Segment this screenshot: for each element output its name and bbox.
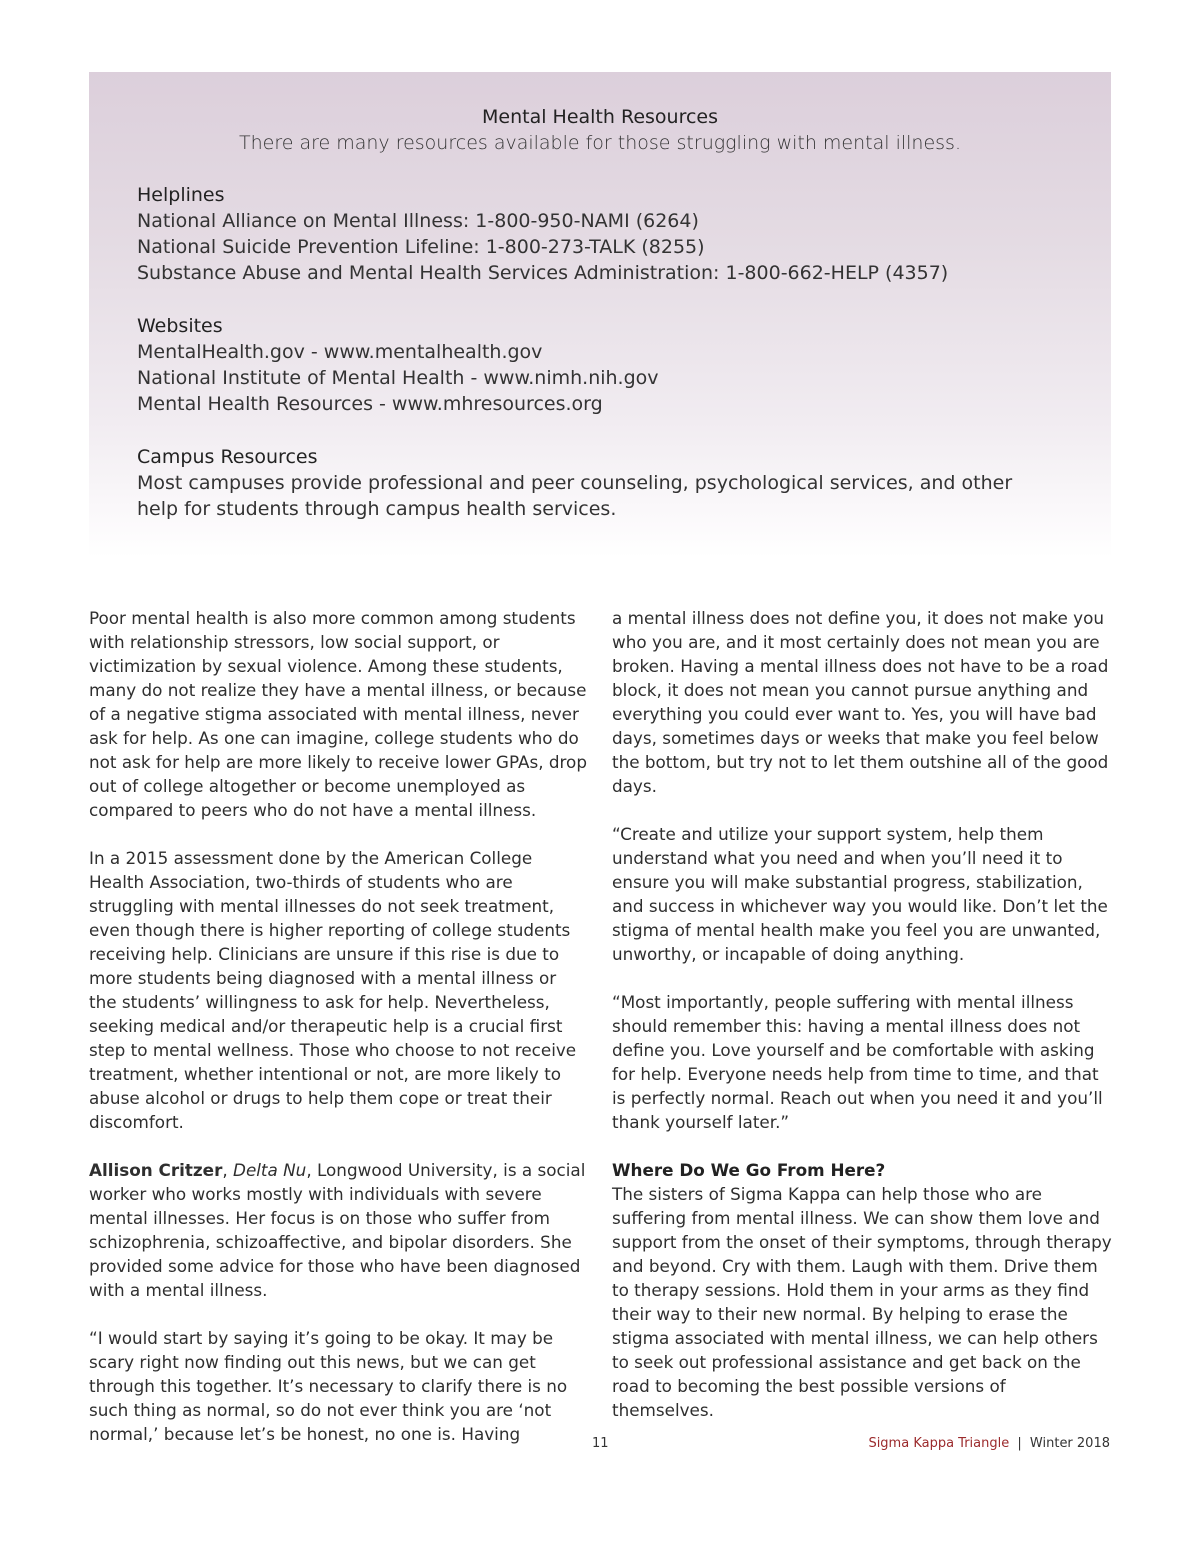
- article-paragraph: “I would start by saying it’s going to be okay. It may be scary right now finding out this news, but we can get through this together. It’s necessary to clarify there is no such thing as normal, so do not ever think you are ‘not normal,’ because let’s be honest, no one is. Having: [89, 1328, 568, 1444]
- helpline-samhsa: Substance Abuse and Mental Health Services Administration: 1-800-662-HELP (4357): [137, 262, 949, 284]
- author-name: In a 2015 assessment done by the American College Health Association, two-thirds of students who are struggling with mental illnesses do not seek treatment, even though there is higher reporting of college students receiving help. Clinicians are unsure if this rise is due to more students being diagnosed with a mental illness or the students’ willingness to ask for help. Nevertheless, seeking medical and/or therapeutic help is a crucial first step to mental wellness. Those who choose to not receive treatment, whether intentional or not, are more likely to abuse alcohol or drugs to help them cope or treat their discomfort.: [89, 848, 577, 1132]
- article-paragraph: “Create and utilize your support system, help them understand what you need and when you’ll need it to ensure you will make substantial progress, stabilization, and success in whichever way you would like. Don’t let the stigma of mental health make you feel you are unwanted, unworthy, or incapable of doing anything.: [612, 824, 1108, 964]
- resources-title: Mental Health Resources: [482, 106, 718, 128]
- issue-date: Winter 2018: [1029, 1436, 1110, 1451]
- article-paragraph: [89, 846, 589, 1134]
- publication-footer: [868, 1436, 1110, 1451]
- website-mentalhealth-gov: MentalHealth.gov - www.mentalhealth.gov: [137, 341, 543, 363]
- article-paragraph: “Most importantly, people suffering with mental illness should remember this: having a mental illness does not define you. Love yourself and be comfortable with asking for help. Everyone needs help from time to time, and that is perfectly normal. Reach out when you need it and you’ll thank yourself later.”: [612, 992, 1103, 1132]
- article-paragraph: Allison Critzer, Delta Nu, Longwood University, is a social worker who works mostly with individuals with severe mental illnesses. Her focus is on those who suffer from schizophrenia, schizoaffective, and bipolar disorders. She provided some advice for those who have been diagnosed with a mental illness.: [89, 1160, 586, 1300]
- campus-heading: Campus Resources: [137, 446, 318, 468]
- website-nimh: National Institute of Mental Health - www.nimh.nih.gov: [137, 367, 659, 389]
- campus-text-line-2: help for students through campus health services.: [137, 498, 617, 520]
- websites-heading: Websites: [137, 315, 223, 337]
- helpline-suicide-prevention: National Suicide Prevention Lifeline: 1-800-273-TALK (8255): [137, 236, 705, 258]
- resources-subtitle: There are many resources available for those struggling with mental illness.: [239, 132, 961, 154]
- article-paragraph-text: , Longwood University, is a social worker who works mostly with individuals with severe mental illnesses. Her focus is on those who suffer from schizophrenia, schizoaffective, and bipolar disorders. She provided some advice for those who have been diagnosed with a mental illness.: [89, 1160, 586, 1300]
- article-paragraph: Poor mental health is also more common among students with relationship stressors, low social support, or victimization by sexual violence. Among these students, many do not realize they have a mental illness, or because of a negative stigma associated with mental illness, never ask for help. As one can imagine, college students who do not ask for help are more likely to receive lower GPAs, drop out of college altogether or become unemployed as compared to peers who do not have a mental illness.: [89, 608, 587, 820]
- article-column-left: [89, 606, 589, 1470]
- section-subheading: Where Do We Go From Here?: [612, 1160, 886, 1180]
- resources-box: [89, 72, 1111, 558]
- page-number: 11: [592, 1436, 609, 1451]
- article-paragraph: a mental illness does not define you, it does not make you who you are, and it most certainly does not mean you are broken. Having a mental illness does not have to be a road block, it does not mean you cannot pursue anything and everything you could ever want to. Yes, you will have bad days, sometimes days or weeks that make you feel below the bottom, but try not to let them outshine all of the good days.: [612, 608, 1109, 796]
- campus-text-line-1: Most campuses provide professional and peer counseling, psychological services, and other: [137, 472, 1013, 494]
- publication-name: Sigma Kappa Triangle: [868, 1436, 1010, 1451]
- helpline-nami: National Alliance on Mental Illness: 1-800-950-NAMI (6264): [137, 210, 699, 232]
- website-mhresources: Mental Health Resources - www.mhresources.org: [137, 393, 603, 415]
- chapter-name: Delta Nu: [233, 1160, 307, 1180]
- helplines-heading: Helplines: [137, 184, 225, 206]
- footer-separator: |: [1017, 1436, 1022, 1451]
- article-paragraph: The sisters of Sigma Kappa can help those who are suffering from mental illness. We can show them love and support from the onset of their symptoms, through therapy and beyond. Cry with them. Laugh with them. Drive them to therapy sessions. Hold them in your arms as they find their way to their new normal. By helping to erase the stigma associated with mental illness, we can help others to seek out professional assistance and get back on the road to becoming the best possible versions of themselves.: [612, 1184, 1112, 1420]
- article-column-right: [612, 606, 1112, 1446]
- person-name: Allison Critzer: [89, 1160, 223, 1180]
